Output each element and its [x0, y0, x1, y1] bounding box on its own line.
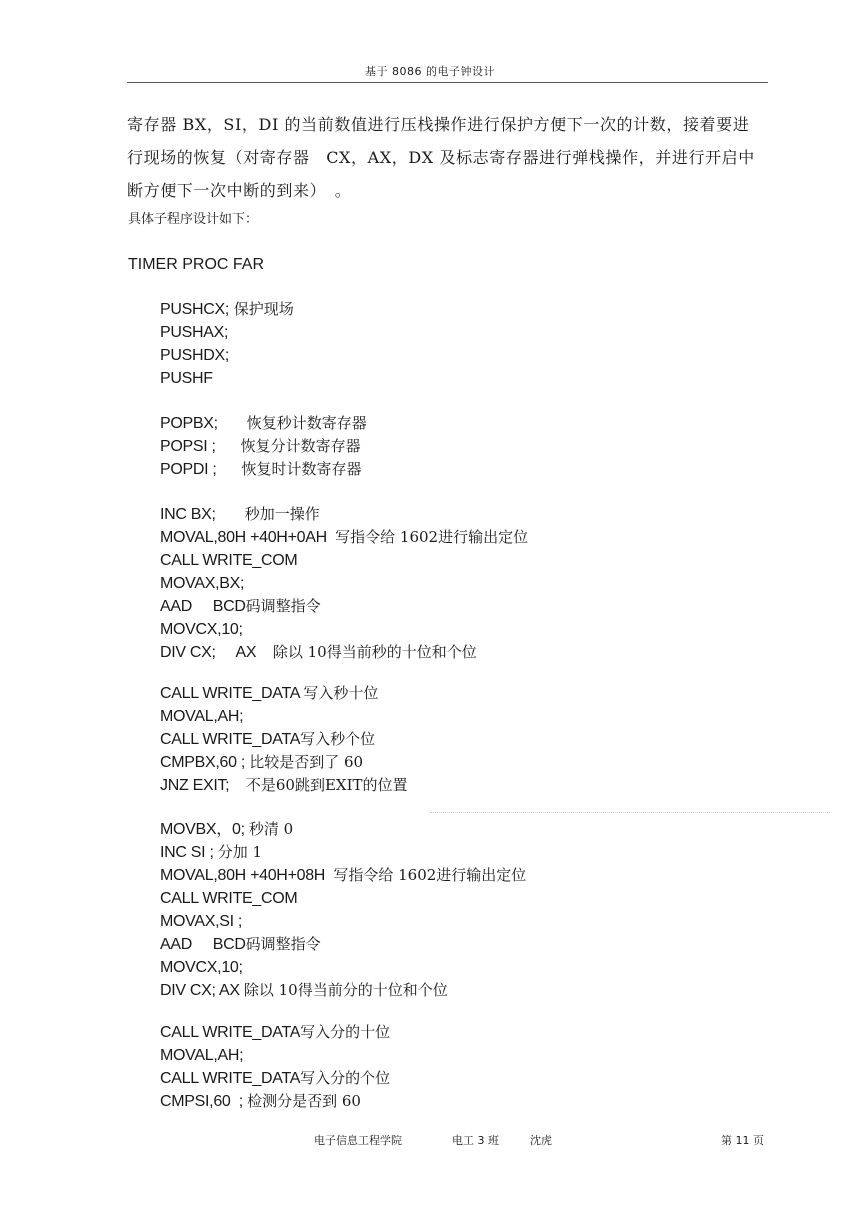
code-block-6: [160, 1021, 390, 1113]
code-line: [160, 933, 526, 956]
code-instruction: PUSHCX;: [160, 301, 230, 318]
code-line: [160, 887, 526, 910]
code-line: [160, 526, 528, 549]
code-instruction: MOVBX，0;: [160, 821, 249, 838]
code-instruction: CALL WRITE_COM: [160, 890, 298, 907]
code-comment: 秒清 0: [248, 820, 294, 838]
code-comment: 恢复秒计数寄存器: [246, 414, 367, 432]
header-divider: [127, 82, 768, 83]
code-comment: 写入分的十位: [300, 1023, 391, 1041]
code-instruction: MOVCX,10;: [160, 621, 243, 638]
code-instruction: DIV CX; AX: [160, 644, 273, 661]
code-instruction: PUSHF: [160, 370, 213, 387]
code-line: [160, 751, 408, 774]
code-instruction: POPDI ;: [160, 461, 242, 478]
code-instruction: AAD BCD: [160, 936, 246, 953]
code-line: [160, 728, 408, 751]
code-instruction: JNZ EXIT;: [160, 777, 246, 794]
code-line: [160, 595, 528, 618]
code-instruction: DIV CX; AX: [160, 982, 244, 999]
code-line: [160, 1090, 390, 1113]
code-line: [160, 298, 294, 321]
body-paragraph-line-3: 断方便下一次中断的到来） 。: [127, 181, 352, 200]
code-comment: 写入秒个位: [300, 730, 376, 748]
code-instruction: INC SI ;: [160, 844, 218, 861]
code-instruction: CMPSI,60 ;: [160, 1093, 248, 1110]
code-instruction: MOVAL,80H +40H+08H: [160, 867, 334, 884]
code-comment: 秒加一操作: [244, 505, 320, 523]
code-line: [160, 321, 294, 344]
code-comment: 除以 10得当前秒的十位和个位: [272, 643, 477, 661]
code-comment: 保护现场: [229, 300, 294, 318]
code-line: [160, 818, 526, 841]
code-line: [160, 774, 408, 797]
code-instruction: MOVAL,80H +40H+0AH: [160, 529, 336, 546]
code-line: [160, 618, 528, 641]
dotted-divider: [430, 812, 830, 813]
code-instruction: POPBX;: [160, 415, 247, 432]
code-line: [160, 682, 408, 705]
code-line: [160, 367, 294, 390]
code-line: [160, 705, 408, 728]
code-line: [160, 412, 367, 435]
procedure-title: TIMER PROC FAR: [128, 256, 265, 273]
body-paragraph-line-1: 寄存器 BX，SI，DI 的当前数值进行压栈操作进行保护方便下一次的计数，接着要进: [127, 115, 750, 134]
code-comment: 分加 1: [217, 843, 263, 861]
code-line: [160, 1044, 390, 1067]
code-comment: 比较是否到了 60: [249, 753, 364, 771]
code-instruction: CALL WRITE_DATA: [160, 1070, 301, 1087]
code-instruction: CALL WRITE_DATA: [160, 685, 304, 702]
code-comment: 检测分是否到 60: [247, 1092, 361, 1110]
code-comment: 恢复分计数寄存器: [240, 437, 361, 455]
code-instruction: AAD BCD: [160, 598, 246, 615]
code-block-1: [160, 298, 294, 390]
code-block-2: [160, 412, 367, 481]
code-line: [160, 641, 528, 664]
subheading: 具体子程序设计如下：: [128, 212, 259, 227]
code-block-5: [160, 818, 526, 1002]
code-comment: 写指令给 1602进行输出定位: [333, 866, 527, 884]
code-instruction: INC BX;: [160, 506, 245, 523]
code-line: [160, 435, 367, 458]
code-line: [160, 458, 367, 481]
code-comment: 恢复时计数寄存器: [241, 460, 362, 478]
body-paragraph-line-2: 行现场的恢复（对寄存器 CX，AX，DX 及标志寄存器进行弹栈操作，并进行开启中: [127, 148, 755, 167]
code-line: [160, 344, 294, 367]
code-instruction: CMPBX,60 ;: [160, 754, 250, 771]
code-instruction: CALL WRITE_COM: [160, 552, 298, 569]
code-comment: 写入秒十位: [303, 684, 379, 702]
code-comment: 写入分的个位: [300, 1069, 391, 1087]
code-line: [160, 1067, 390, 1090]
code-instruction: MOVAL,AH;: [160, 1047, 244, 1064]
code-instruction: CALL WRITE_DATA: [160, 731, 301, 748]
page-header: 基于 8086 的电子钟设计: [365, 65, 495, 78]
code-comment: 码调整指令: [245, 597, 321, 615]
code-instruction: POPSI ;: [160, 438, 241, 455]
footer-school: 电子信息工程学院: [314, 1134, 402, 1147]
code-instruction: PUSHDX;: [160, 347, 230, 364]
code-line: [160, 549, 528, 572]
code-line: [160, 841, 526, 864]
code-line: [160, 956, 526, 979]
code-instruction: MOVCX,10;: [160, 959, 243, 976]
code-instruction: MOVAX,SI ;: [160, 913, 243, 930]
code-line: [160, 503, 528, 526]
code-line: [160, 1021, 390, 1044]
code-instruction: MOVAX,BX;: [160, 575, 245, 592]
footer-page-number: 第 11 页: [721, 1134, 764, 1147]
footer-author: 沈虎: [530, 1134, 552, 1147]
code-block-3: [160, 503, 528, 664]
code-comment: 不是60跳到EXIT的位置: [245, 776, 408, 794]
code-instruction: PUSHAX;: [160, 324, 229, 341]
code-instruction: CALL WRITE_DATA: [160, 1024, 301, 1041]
code-line: [160, 979, 526, 1002]
code-comment: 写指令给 1602进行输出定位: [335, 528, 529, 546]
code-line: [160, 910, 526, 933]
footer-class: 电工 3 班: [452, 1134, 499, 1147]
code-block-4: [160, 682, 408, 797]
code-comment: 除以 10得当前分的十位和个位: [243, 981, 448, 999]
code-comment: 码调整指令: [245, 935, 321, 953]
code-line: [160, 864, 526, 887]
code-line: [160, 572, 528, 595]
code-instruction: MOVAL,AH;: [160, 708, 244, 725]
